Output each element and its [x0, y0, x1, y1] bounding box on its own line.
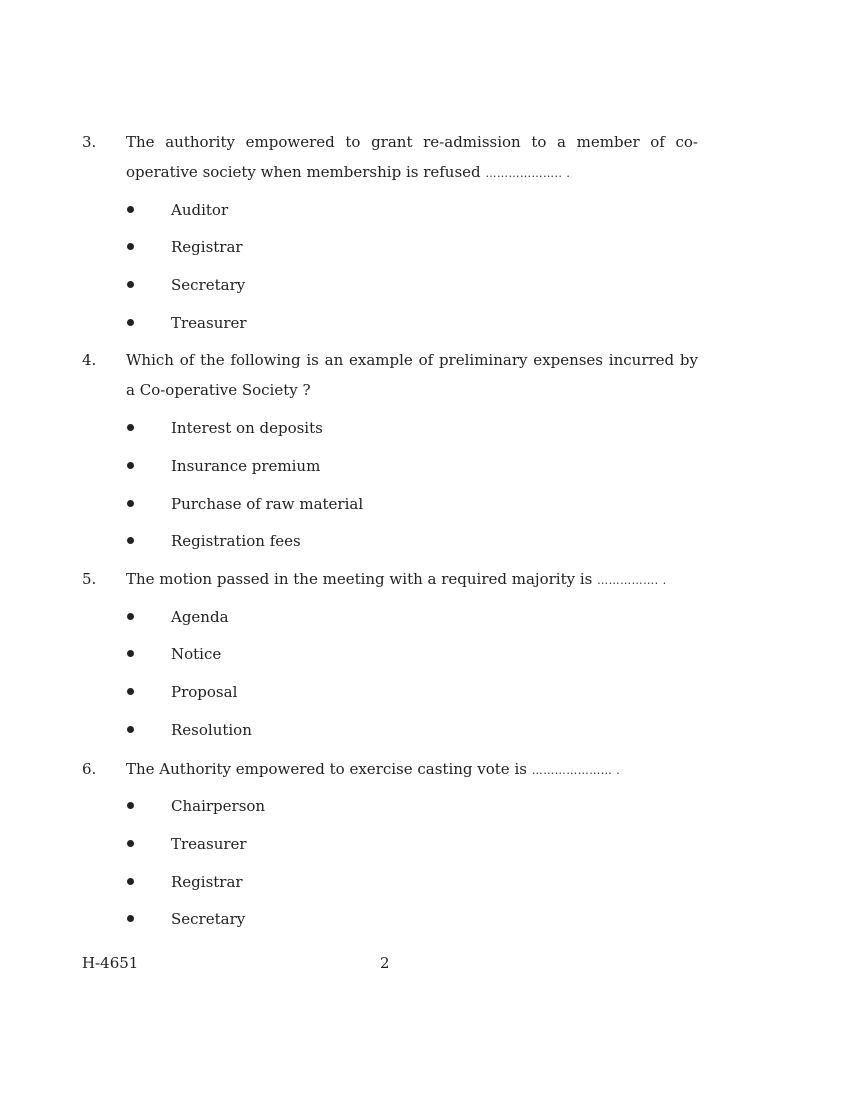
question-text [126, 345, 698, 405]
bullet-icon [127, 726, 134, 733]
answer-blank: ………………… . [531, 764, 621, 777]
bullet-icon [127, 424, 134, 431]
question-stem: The authority empowered to grant re-admission to a member of co-operative society when membership is refused [126, 133, 698, 181]
answer-blank: ……………. . [597, 574, 667, 587]
option-item [0, 639, 850, 669]
option-item [0, 904, 850, 934]
bullet-icon [127, 243, 134, 250]
option-label: Secretary [171, 276, 246, 294]
option-label: Secretary [171, 910, 246, 928]
option-label: Registrar [171, 238, 243, 256]
question-number: 3. [82, 133, 97, 151]
option-label: Auditor [171, 201, 229, 219]
option-label: Registration fees [171, 532, 301, 550]
option-label: Resolution [171, 721, 252, 739]
question-number: 5. [82, 570, 97, 588]
option-label: Interest on deposits [171, 419, 323, 437]
question-stem: Which of the following is an example of preliminary expenses incurred by a Co-operative Society ? [126, 351, 698, 399]
question-stem: The Authority empowered to exercise casting vote is [126, 760, 527, 778]
question-stem: The motion passed in the meeting with a required majority is [126, 570, 593, 588]
bullet-icon [127, 206, 134, 213]
question-text [126, 127, 698, 189]
option-label: Notice [171, 645, 222, 663]
option-item [0, 489, 850, 519]
option-label: Treasurer [171, 835, 247, 853]
bullet-icon [127, 802, 134, 809]
bullet-icon [127, 281, 134, 288]
option-item [0, 867, 850, 897]
question-text [126, 564, 698, 596]
option-item [0, 602, 850, 632]
bullet-icon [127, 500, 134, 507]
bullet-icon [127, 915, 134, 922]
option-label: Proposal [171, 683, 238, 701]
bullet-icon [127, 613, 134, 620]
bullet-icon [127, 537, 134, 544]
bullet-icon [127, 840, 134, 847]
option-item [0, 526, 850, 556]
option-item [0, 270, 850, 300]
option-label: Insurance premium [171, 457, 321, 475]
question-number: 6. [82, 760, 97, 778]
page-number: 2 [380, 954, 390, 972]
bullet-icon [127, 462, 134, 469]
question-number: 4. [82, 351, 97, 369]
bullet-icon [127, 688, 134, 695]
option-item [0, 195, 850, 225]
bullet-icon [127, 878, 134, 885]
option-label: Purchase of raw material [171, 495, 364, 513]
option-label: Treasurer [171, 314, 247, 332]
option-item [0, 829, 850, 859]
option-item [0, 677, 850, 707]
option-label: Agenda [171, 608, 229, 626]
option-item [0, 715, 850, 745]
bullet-icon [127, 319, 134, 326]
option-label: Registrar [171, 873, 243, 891]
question-text [126, 754, 698, 786]
option-label: Chairperson [171, 797, 266, 815]
bullet-icon [127, 650, 134, 657]
option-item [0, 232, 850, 262]
option-item [0, 413, 850, 443]
answer-blank: ……………….. . [485, 167, 571, 180]
option-item [0, 791, 850, 821]
paper-code: H-4651 [82, 954, 139, 972]
option-item [0, 451, 850, 481]
option-item [0, 308, 850, 338]
